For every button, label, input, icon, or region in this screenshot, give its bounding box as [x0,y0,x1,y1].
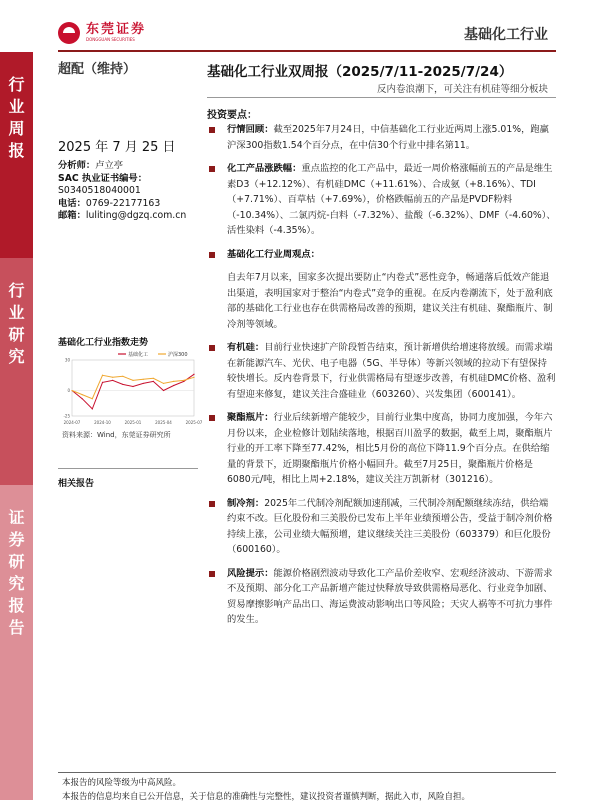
phone: 0769-22177163 [85,197,161,209]
data-point [163,383,164,384]
data-point [183,380,184,381]
analyst-name: 卢立亭 [95,160,124,171]
bullet-square-icon [209,345,215,351]
data-point [92,408,93,409]
data-point [173,385,174,386]
data-point [112,377,113,378]
analyst-info: 分析师：卢立亭 SAC 执业证书编号： S0340518040001 电话：0769-22177163 邮箱：luliting@dgzq.com.cn [58,160,187,221]
data-point [71,390,72,391]
bullet-square-icon [209,252,215,258]
index-chart-svg [58,348,203,428]
paragraph [207,122,556,153]
data-point [143,383,144,384]
sidebar-label-weekly: 行 业 周 报 [0,52,33,258]
data-point [102,382,103,383]
y-tick-label: 0 [67,388,70,394]
data-point [122,376,123,377]
data-point [193,377,194,378]
paragraph [207,161,556,239]
title-divider [207,97,556,98]
report-title: 基础化工行业双周报（2025/7/11-2025/7/24） [207,64,513,80]
y-tick-label: 30 [64,357,70,363]
paragraph [207,566,556,628]
paragraph-text: 能源价格剧烈波动导致化工产品价差收窄、宏观经济波动、下游需求不及预期、部分化工产品新增产能过快释放导致供需格局恶化、行业竞争加剧、贸易摩擦影响产品出口、海运费波动影响出口等风险；天灾人祸等不可抗力事件的发生。 [227,567,553,625]
bullet-square-icon [209,571,215,577]
industry-title: 基础化工行业 [464,27,548,43]
data-point [112,380,113,381]
page-header [0,0,600,52]
sidebar [0,52,33,800]
sidebar-label-report: 证 券 研 究 报 告 [0,485,33,800]
paragraph-text: 行业后续新增产能较少，目前行业集中度高，协同力度加强，今年六月份以来，企业检修计划陆续落地，根据百川盈孚的数据，截至上周，聚酯瓶片行业的开工率下降至77.42%，相比5月份的高位下降11.9个百分点。在供给缩量的背景下，近期聚酯瓶片价格小幅回升。截至7月25日，聚酯瓶片价格是6080元/吨，相比上周+2.18%，建议关注万凯新材（301216）。 [227,412,553,485]
header-divider [58,50,556,52]
x-tick-label: 2025-01 [124,420,142,425]
paragraph-text: 2025年二代制冷剂配额加速削减，三代制冷剂配额继续冻结，供给端约束不改。巨化股份和三美股份已发布上半年业绩预增公告，受益于制冷剂价格持续上涨，公司业绩大幅预增，建议继续关注三美股份（603379）和巨化股份（600160）。 [227,497,553,555]
footer-risk-level: 本报告的风险等级为中高风险。 [62,778,182,788]
index-chart [58,348,203,428]
email: luliting@dgzq.com.cn [85,210,187,221]
paragraph-lead: 有机硅： [227,342,265,353]
paragraph [207,270,556,332]
legend-label-1: 沪深300 [168,352,188,358]
data-point [163,390,164,391]
investment-points-heading: 投资要点： [207,110,257,121]
x-tick-label: 2025-07 [185,420,203,425]
y-tick-label: -25 [63,413,70,419]
logo-icon [58,22,80,44]
brand-name-en: DONGGUAN SECURITIES [86,37,135,42]
paragraph-lead: 基础化工行业周观点： [227,248,320,260]
chart-source: 资料来源：Wind，东莞证券研究所 [62,431,171,439]
data-point [132,380,133,381]
footer-disclaimer: 本报告的信息均来自已公开信息，关于信息的准确性与完整性，建议投资者谨慎判断，据此入市，风险自担。 [62,792,471,802]
report-body [207,122,556,636]
related-divider [58,468,198,469]
bullet-square-icon [209,415,215,421]
sidebar-label-research: 行 业 研 究 [0,258,33,485]
data-point [193,374,194,375]
footer-divider [58,772,556,773]
cert-number: S0340518040001 [58,185,141,196]
data-point [173,381,174,382]
data-point [153,381,154,382]
data-point [143,379,144,380]
legend-label-0: 基础化工 [128,352,149,358]
paragraph [207,247,556,263]
paragraph-lead: 风险提示： [227,567,274,579]
report-date: 2025 年 7 月 25 日 [58,140,176,155]
paragraph-lead: 化工产品涨跌幅： [227,163,302,174]
x-tick-label: 2025-04 [155,420,172,425]
footer [62,776,470,804]
data-point [82,398,83,399]
x-tick-label: 2024-07 [63,420,81,425]
paragraph-text: 重点监控的化工产品中，最近一周价格涨幅前五的产品是维生素D3（+12.12%）、有机硅DMC（+11.61%）、合成氨（+8.16%）、TDI（+7.71%）、百草枯（+7.69%），价格跌幅前五的产品是PVDF粉料（-10.34%）、二氯丙烷-白料（-7.32%）、盐酸（-6.32%）、DMF（-4.60%）、活性染料（-4.35%）。 [227,163,556,236]
paragraph-text: 截至2025年7月24日，中信基础化工行业近两周上涨5.01%，跑赢沪深300指数1.54个百分点，在中信30个行业中排名第11。 [227,124,549,151]
related-reports-title: 相关报告 [58,479,95,489]
chart-frame [72,360,194,416]
data-point [122,384,123,385]
paragraph-lead: 聚酯瓶片： [227,412,274,423]
chart-title: 基础化工行业指数走势 [58,338,149,348]
series-line-0 [72,374,194,409]
paragraph-lead: 行情回顾： [227,124,274,135]
data-point [102,375,103,376]
bullet-square-icon [209,501,215,507]
paragraph-text: 自去年7月以来，国家多次提出要防止“内卷式”恶性竞争，畅通落后低效产能退出渠道，表明国家对于整治“内卷式”竞争的重视。在反内卷潮流下，处于盈利底部的基础化工行业也存在供需格局改善的预期，建议关注有机硅、聚酯瓶片、制冷剂等领域。 [227,272,553,330]
brand-name-cn: 东莞证券 [86,22,147,37]
paragraph-lead: 制冷剂： [227,497,265,509]
data-point [132,386,133,387]
brand-logo [58,22,146,44]
paragraph [207,496,556,558]
rating: 超配（维持） [58,62,137,77]
paragraph [207,410,556,488]
data-point [82,394,83,395]
data-point [153,378,154,379]
x-tick-label: 2024-10 [94,420,111,425]
paragraph-text: 目前行业快速扩产阶段暂告结束，预计新增供给增速将放缓。而需求端在新能源汽车、光伏、电子电器（5G、半导体）等新兴领域的拉动下有望保持较快增长。反内卷背景下，行业供需格局有望逐步改善，有机硅DMC价格、盈利有望迎来修复，建议关注合盛硅业（603260）、兴发集团（600141）。 [227,342,556,400]
paragraph [207,340,556,402]
bullet-square-icon [209,127,215,133]
report-subtitle: 反内卷浪潮下，可关注有机硅等细分板块 [376,84,548,95]
bullet-square-icon [209,166,215,172]
cert-label: SAC 执业证书编号： [58,172,148,184]
data-point [92,398,93,399]
